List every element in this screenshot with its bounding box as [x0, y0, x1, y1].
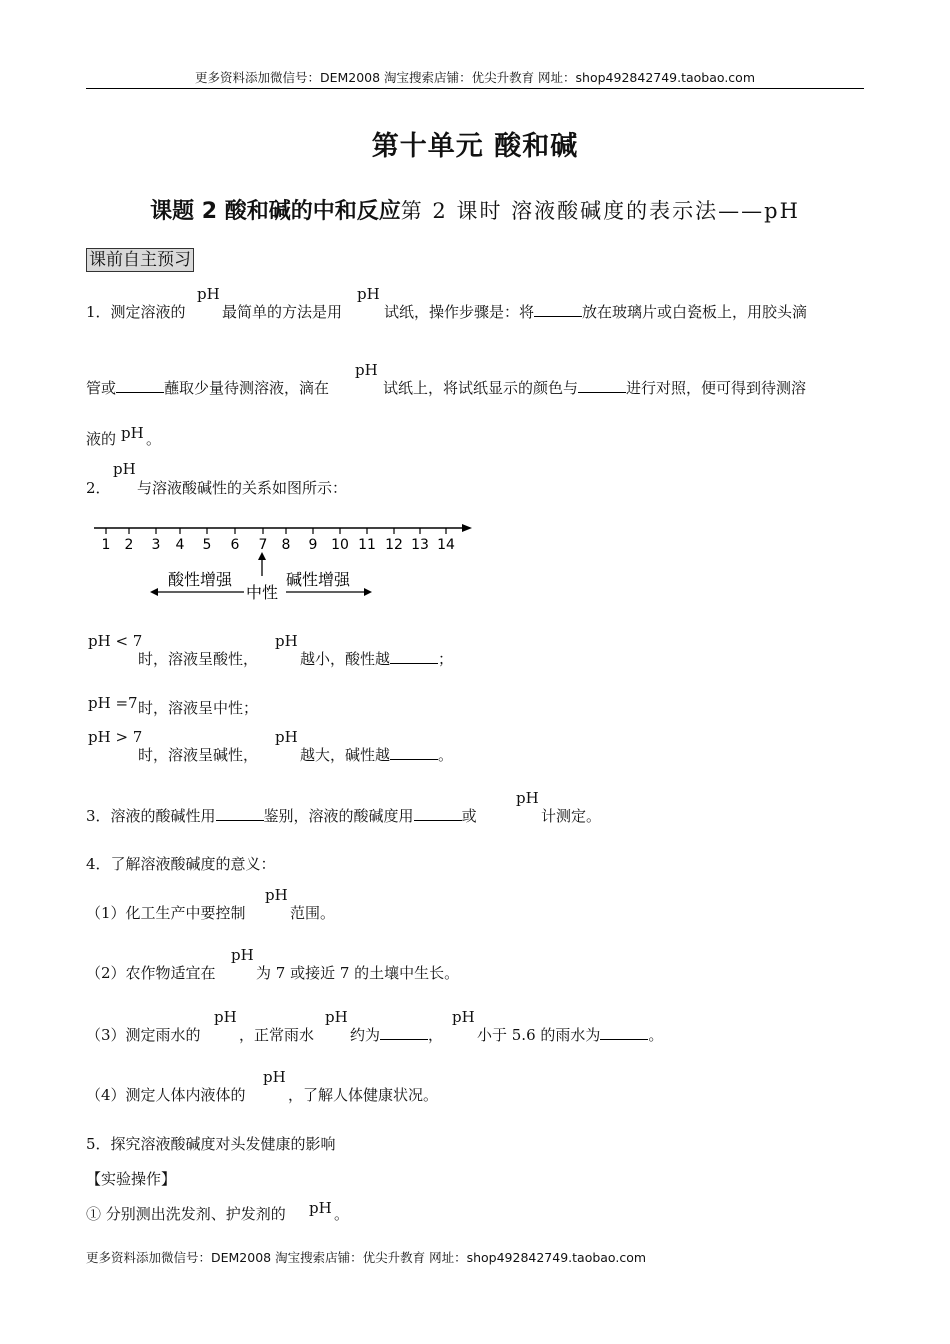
q1-line1a: 1．测定溶液的 [86, 303, 186, 321]
q3-text: 3．溶液的酸碱性用 鉴别，溶液的酸碱度用 或 [86, 807, 477, 825]
ph-label: pH [113, 460, 136, 478]
scale-tick-label: 3 [151, 537, 161, 553]
q4-item2a: （2）农作物适宜在 [86, 964, 216, 982]
q1-line3b: 。 [146, 430, 162, 448]
ph-scale-diagram [86, 516, 486, 606]
scale-tick-label: 2 [124, 537, 134, 553]
scale-tick-label: 6 [230, 537, 240, 553]
q5-step1a: ① 分别测出洗发剂、护发剂的 [86, 1205, 286, 1223]
q4-item4a: （4）测定人体内液体的 [86, 1086, 246, 1104]
scale-tick-label: 8 [281, 537, 291, 553]
base-label: 碱性增强 [286, 570, 351, 589]
ph-label: pH [516, 789, 539, 807]
cond-gt-a: 时，溶液呈碱性， [138, 746, 259, 764]
ph-label: pH [275, 728, 298, 746]
q3-end: 计测定。 [541, 807, 602, 825]
q5-step1b: 。 [334, 1205, 350, 1223]
ph-label: pH [197, 285, 220, 303]
answer-blank[interactable] [600, 1026, 648, 1040]
cond-gt: pH > 7 [88, 728, 143, 746]
answer-blank[interactable] [390, 650, 438, 664]
scale-tick-label: 5 [202, 537, 212, 553]
scale-tick-label: 4 [175, 537, 185, 553]
unit-title: 第十单元 酸和碱 [371, 131, 579, 162]
scale-tick-label: 12 [385, 537, 403, 553]
q4-item3b: ，正常雨水 [239, 1026, 315, 1044]
answer-blank[interactable] [216, 807, 264, 821]
q4-item4b: ，了解人体健康状况。 [288, 1086, 439, 1104]
q5-operation: 【实验操作】 [86, 1170, 177, 1188]
answer-blank[interactable] [116, 379, 164, 393]
ph-label: pH [121, 424, 144, 442]
lesson-subtitle-part1: 课题 2 酸和碱的中和反应 [150, 199, 401, 224]
header-rule [86, 88, 864, 89]
ph-label: pH [355, 361, 378, 379]
acid-arrowhead [150, 588, 158, 596]
lesson-subtitle-part2: 第 2 课时 溶液酸碱度的表示法——pH [400, 199, 800, 223]
ph-label: pH [309, 1199, 332, 1217]
scale-tick-label: 9 [308, 537, 318, 553]
scale-tick-label: 10 [331, 537, 349, 553]
q1-line2c: 试纸上，将试纸显示的颜色与 进行对照，便可得到待测溶 [383, 379, 807, 397]
page-header: 更多资料添加微信号：DEM2008 淘宝搜索店铺：优尖升教育 网址：shop492842749.taobao.com [194, 70, 756, 85]
section-badge: 课前自主预习 [86, 248, 194, 272]
ph-label: pH [214, 1008, 237, 1026]
ph-label: pH [231, 946, 254, 964]
q4-item1b: 范围。 [290, 904, 336, 922]
ph-label: pH [275, 632, 298, 650]
ph-label: pH [263, 1068, 286, 1086]
q4-item3c: 约为 ， [350, 1026, 444, 1044]
scale-tick-label: 1 [101, 537, 111, 553]
scale-arrowhead [462, 524, 472, 532]
answer-blank[interactable] [534, 303, 582, 317]
scale-tick-label: 11 [358, 537, 376, 553]
q4-head: 4．了解溶液酸碱度的意义： [86, 855, 276, 873]
cond-lt: pH < 7 [88, 632, 143, 650]
page-footer: 更多资料添加微信号：DEM2008 淘宝搜索店铺：优尖升教育 网址：shop492842749.taobao.com [86, 1250, 647, 1265]
cond-gt-b: 越大，碱性越 。 [300, 746, 454, 764]
ph-label: pH [265, 886, 288, 904]
base-arrowhead [364, 588, 372, 596]
q2-number: 2． [86, 479, 111, 497]
q4-item2b: 为 7 或接近 7 的土壤中生长。 [256, 964, 460, 982]
q4-item3e: 小于 5.6 的雨水为 。 [477, 1026, 664, 1044]
cond-lt-a: 时，溶液呈酸性， [138, 650, 259, 668]
answer-blank[interactable] [578, 379, 626, 393]
cond-eq: pH =7 [88, 694, 138, 712]
cond-eq-a: 时，溶液呈中性； [138, 699, 259, 717]
answer-blank[interactable] [380, 1026, 428, 1040]
scale-tick-label: 7 [258, 537, 268, 553]
q1-line1c: 试纸，操作步骤是：将 放在玻璃片或白瓷板上，用胶头滴 [384, 303, 808, 321]
lesson-subtitle [0, 194, 950, 225]
neutral-label: 中性 [246, 583, 279, 602]
q1-line1b: 最简单的方法是用 [222, 303, 343, 321]
q1-line2a: 管或 蘸取少量待测溶液，滴在 [86, 379, 330, 397]
cond-lt-b: 越小，酸性越 ； [300, 650, 454, 668]
ph-label: pH [452, 1008, 475, 1026]
q4-item1a: （1）化工生产中要控制 [86, 904, 246, 922]
q5-head: 5．探究溶液酸碱度对头发健康的影响 [86, 1135, 336, 1153]
scale-tick-label: 13 [411, 537, 429, 553]
q2-text: 与溶液酸碱性的关系如图所示： [137, 479, 348, 497]
scale-tick-label: 14 [437, 537, 455, 553]
ph-label: pH [325, 1008, 348, 1026]
neutral-arrowhead [258, 552, 266, 560]
answer-blank[interactable] [390, 746, 438, 760]
ph-label: pH [357, 285, 380, 303]
q1-line3a: 液的 [86, 430, 117, 448]
q4-item3a: （3）测定雨水的 [86, 1026, 201, 1044]
acid-label: 酸性增强 [168, 570, 233, 589]
answer-blank[interactable] [414, 807, 462, 821]
